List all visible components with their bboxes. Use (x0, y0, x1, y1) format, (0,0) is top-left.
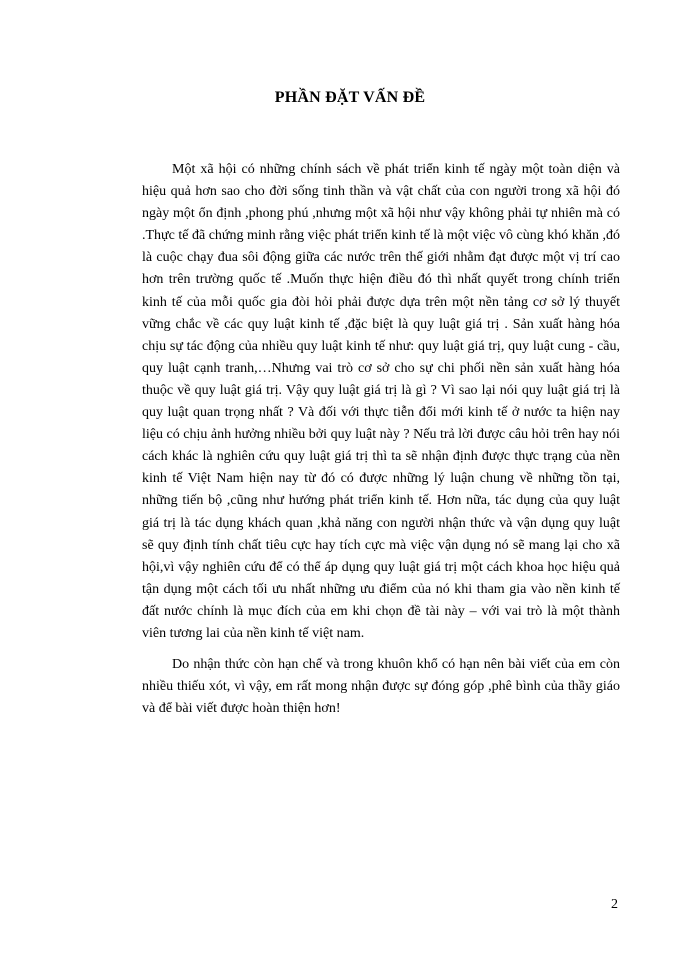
paragraph-closing: Do nhận thức còn hạn chế và trong khuôn khổ có hạn nên bài viết của em còn nhiều thiếu xót, vì vậy, em rất mong nhận được sự đóng góp ,phê bình của thầy giáo và để bài viết được hoàn thiện hơn! (142, 657, 620, 717)
paragraph-intro: Một xã hội có những chính sách về phát triển kinh tế ngày một toàn diện và hiệu quả hơn sao cho đời sống tinh thần và vật chất của con người trong xã hội đó ngày một ổn định ,phong phú ,nhưng một xã hội như vậy không phải tự nhiên mà có .Thực tế đã chứng minh rằng việc phát triển kinh tế là một việc vô cùng khó khăn ,đó là cuộc chạy đua sôi động giữa các nước trên thế giới nhằm đạt được một vị trí cao hơn trên trường quốc tế .Muốn thực hiện điều đó thì nhất quyết trong chính triển kinh tế của mỗi quốc gia đòi hỏi phải được dựa trên một nền tảng cơ sở lý thuyết vững chắc về các quy luật kinh tế ,đặc biệt là quy luật giá trị . Sản xuất hàng hóa chịu sự tác động của nhiều quy luật kinh tế như: quy luật giá trị, quy luật cung - cầu, quy luật cạnh tranh,…Nhưng vai trò cơ sở cho sự chi phối nền sản xuất hàng hóa thuộc về quy luật giá trị. Vậy quy luật giá trị là gì ? Vì sao lại nói quy luật giá trị là quy luật quan trọng nhất ? Và đối với thực tiễn đổi mới kinh tế ở nước ta hiện nay liệu có chịu ảnh hưởng nhiều bởi quy luật này ? Nếu trả lời được câu hỏi trên hay nói cách khác là nghiên cứu quy luật giá trị thì ta sẽ nhận định được thực trạng của nền kinh tế Việt Nam hiện nay từ đó có được những lý luận chung về những tồn tại, những tiến bộ ,cũng như hướng phát triển kinh tế. Hơn nữa, tác dụng của quy luật giá trị là tác dụng khách quan ,khả năng con người nhận thức và vận dụng quy luật sẽ quy định tính chất tiêu cực hay tích cực mà việc vận dụng nó sẽ mang lại cho xã hội,vì vậy nghiên cứu để có thể áp dụng quy luật giá trị một cách khoa học hiệu quả tận dụng một cách tối ưu nhất những ưu điểm của nó khi tham gia vào nền kinh tế đất nước chính là mục đích của em khi chọn đề tài này – với vai trò là một thành viên tương lai của nền kinh tế việt nam. (142, 162, 620, 641)
page-title: PHẦN ĐẶT VẤN ĐỀ (274, 89, 426, 106)
body-text (142, 159, 620, 720)
page-number: 2 (611, 897, 618, 912)
